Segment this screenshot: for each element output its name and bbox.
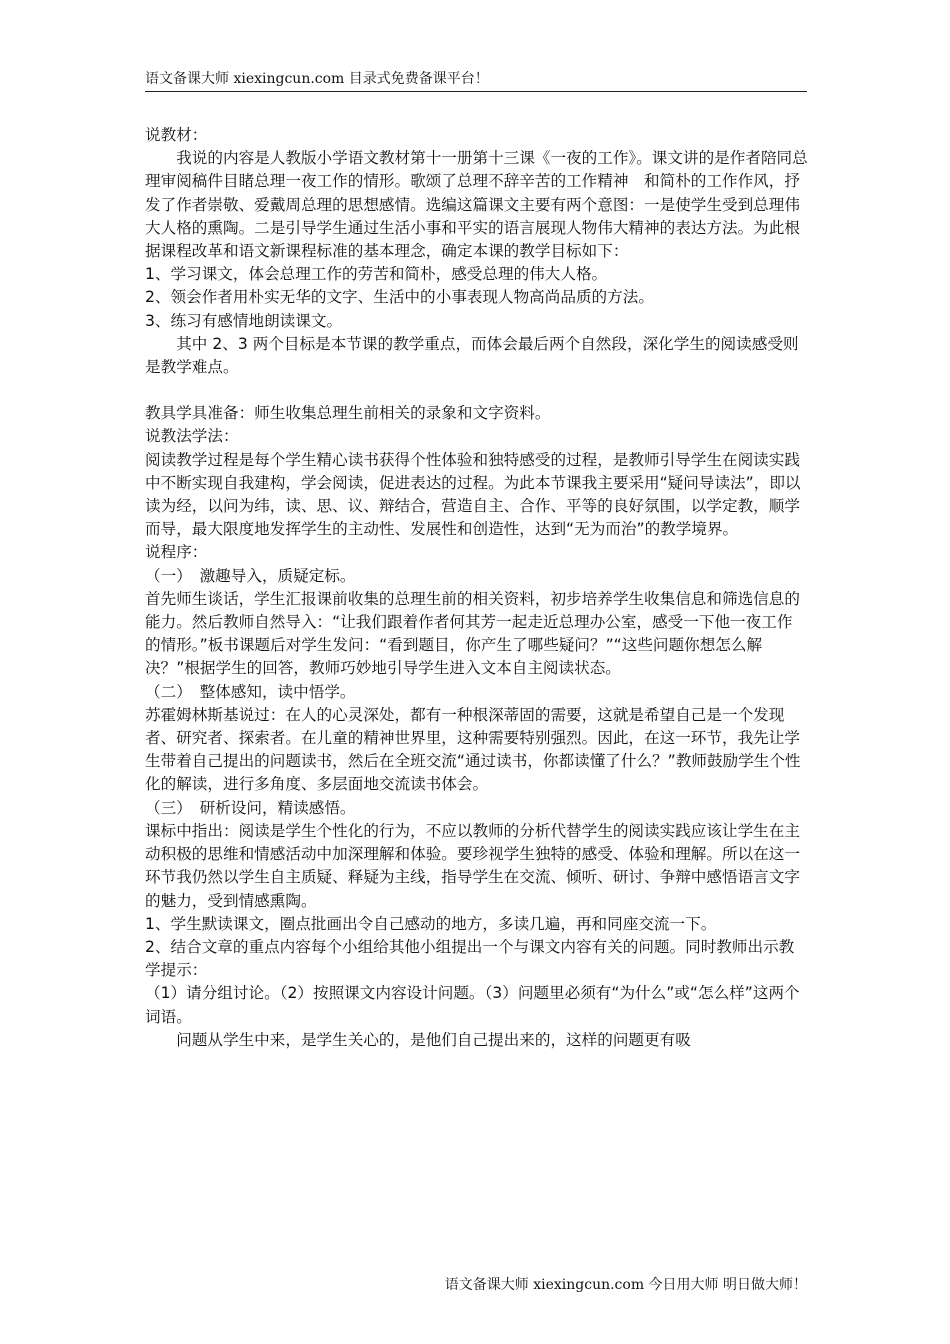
- blank-line: [145, 379, 809, 402]
- procedure-step-3-body: 课标中指出：阅读是学生个性化的行为，不应以教师的分析代替学生的阅读实践应该让学生在主动积极的思维和情感活动中加深理解和体验。要珍视学生独特的感受、体验和理解。所以在这一环节我仍然以学生自主质疑、释疑为主线，指导学生在交流、倾听、研讨、争辩中感悟语言文字的魅力，受到情感熏陶。: [145, 821, 800, 910]
- page-header: 语文备课大师 xiexingcun.com 目录式免费备课平台！: [145, 70, 807, 92]
- teaching-goal-2: 2、领会作者用朴实无华的文字、生活中的小事表现人物高尚品质的方法。: [145, 288, 654, 307]
- section-heading-teaching-material: 说教材：: [145, 126, 208, 144]
- procedure-step-1-body: 首先师生谈话，学生汇报课前收集的总理生前的相关资料，初步培养学生收集信息和筛选信息的能力。然后教师自然导入：“让我们跟着作者何其芳一起走近总理办公室，感受一下他一夜工作 的情形。”板书课题后对学生发问：“看到题目，你产生了哪些疑问？”“这些问题你想怎么解决？”根据学生的回答，教师巧妙地引导学生进入文本自主阅读状态。: [145, 589, 809, 678]
- procedure-step-3-hint: （1）请分组讨论。（2）按照课文内容设计问题。（3）问题里必须有“为什么”或“怎么样”这两个词语。: [145, 984, 800, 1026]
- procedure-step-3-tail: 问题从学生中来，是学生关心的，是他们自己提出来的，这样的问题更有吸: [176, 1030, 691, 1049]
- document-body: [145, 124, 809, 1052]
- teaching-material-intro: 我说的内容是人教版小学语文教材第十一册第十三课《一夜的工作》。课文讲的是作者陪同总理审阅稿件目睹总理一夜工作的情形。歌颂了总理不辞辛苦的工作精神 和简朴的工作作风，抒发了作者崇敬、爱戴周总理的思想感情。选编这篇课文主要有两个意图：一是使学生受到总理伟大人格的熏陶。二是引导学生通过生活小事和平实的语言展现人物伟大精神的表达方法。为此根据课程改革和语文新课程标准的基本理念，确定本课的教学目标如下：: [145, 149, 808, 261]
- procedure-step-3-item-1: 1、学生默读课文，圈点批画出令自己感动的地方，多读几遍，再和同座交流一下。: [145, 914, 717, 933]
- procedure-step-3-item-2: 2、结合文章的重点内容每个小组给其他小组提出一个与课文内容有关的问题。同时教师出示教学提示：: [145, 937, 795, 980]
- teaching-focus: 其中 2、3 两个目标是本节课的教学重点，而体会最后两个自然段，深化学生的阅读感受则是教学难点。: [145, 334, 799, 377]
- teaching-tools: 教具学具准备：师生收集总理生前相关的录象和文字资料。: [145, 404, 551, 423]
- section-heading-methods: 说教法学法：: [145, 427, 239, 446]
- teaching-goal-3: 3、练习有感情地朗读课文。: [145, 311, 343, 330]
- procedure-step-2-title: （二） 整体感知，读中悟学。: [145, 682, 356, 701]
- page-footer: 语文备课大师 xiexingcun.com 今日用大师 明日做大师！: [444, 1277, 807, 1293]
- section-heading-procedure: 说程序：: [145, 543, 208, 562]
- teaching-goal-1: 1、学习课文，体会总理工作的劳苦和简朴，感受总理的伟大人格。: [145, 265, 608, 284]
- procedure-step-2-body: 苏霍姆林斯基说过：在人的心灵深处，都有一种根深蒂固的需要，这就是希望自己是一个发现者、研究者、探索者。在儿童的精神世界里，这种需要特别强烈。因此，在这一环节，我先让学生带着自己提出的问题读书，然后在全班交流“通过读书，你都读懂了什么？”教师鼓励学生个性化的解读，进行多角度、多层面地交流读书体会。: [145, 705, 801, 794]
- methods-body: 阅读教学过程是每个学生精心读书获得个性体验和独特感受的过程，是教师引导学生在阅读实践中不断实现自我建构，学会阅读，促进表达的过程。为此本节课我主要采用“疑问导读法”，即以读为经，以问为纬，读、思、议、辩结合，营造自主、合作、平等的良好氛围，以学定教，顺学而导，最大限度地发挥学生的主动性、发展性和创造性，达到“无为而治”的教学境界。: [145, 450, 801, 539]
- procedure-step-3-title: （三） 研析设问，精读感悟。: [145, 798, 356, 817]
- procedure-step-1-title: （一） 激趣导入，质疑定标。: [145, 566, 356, 585]
